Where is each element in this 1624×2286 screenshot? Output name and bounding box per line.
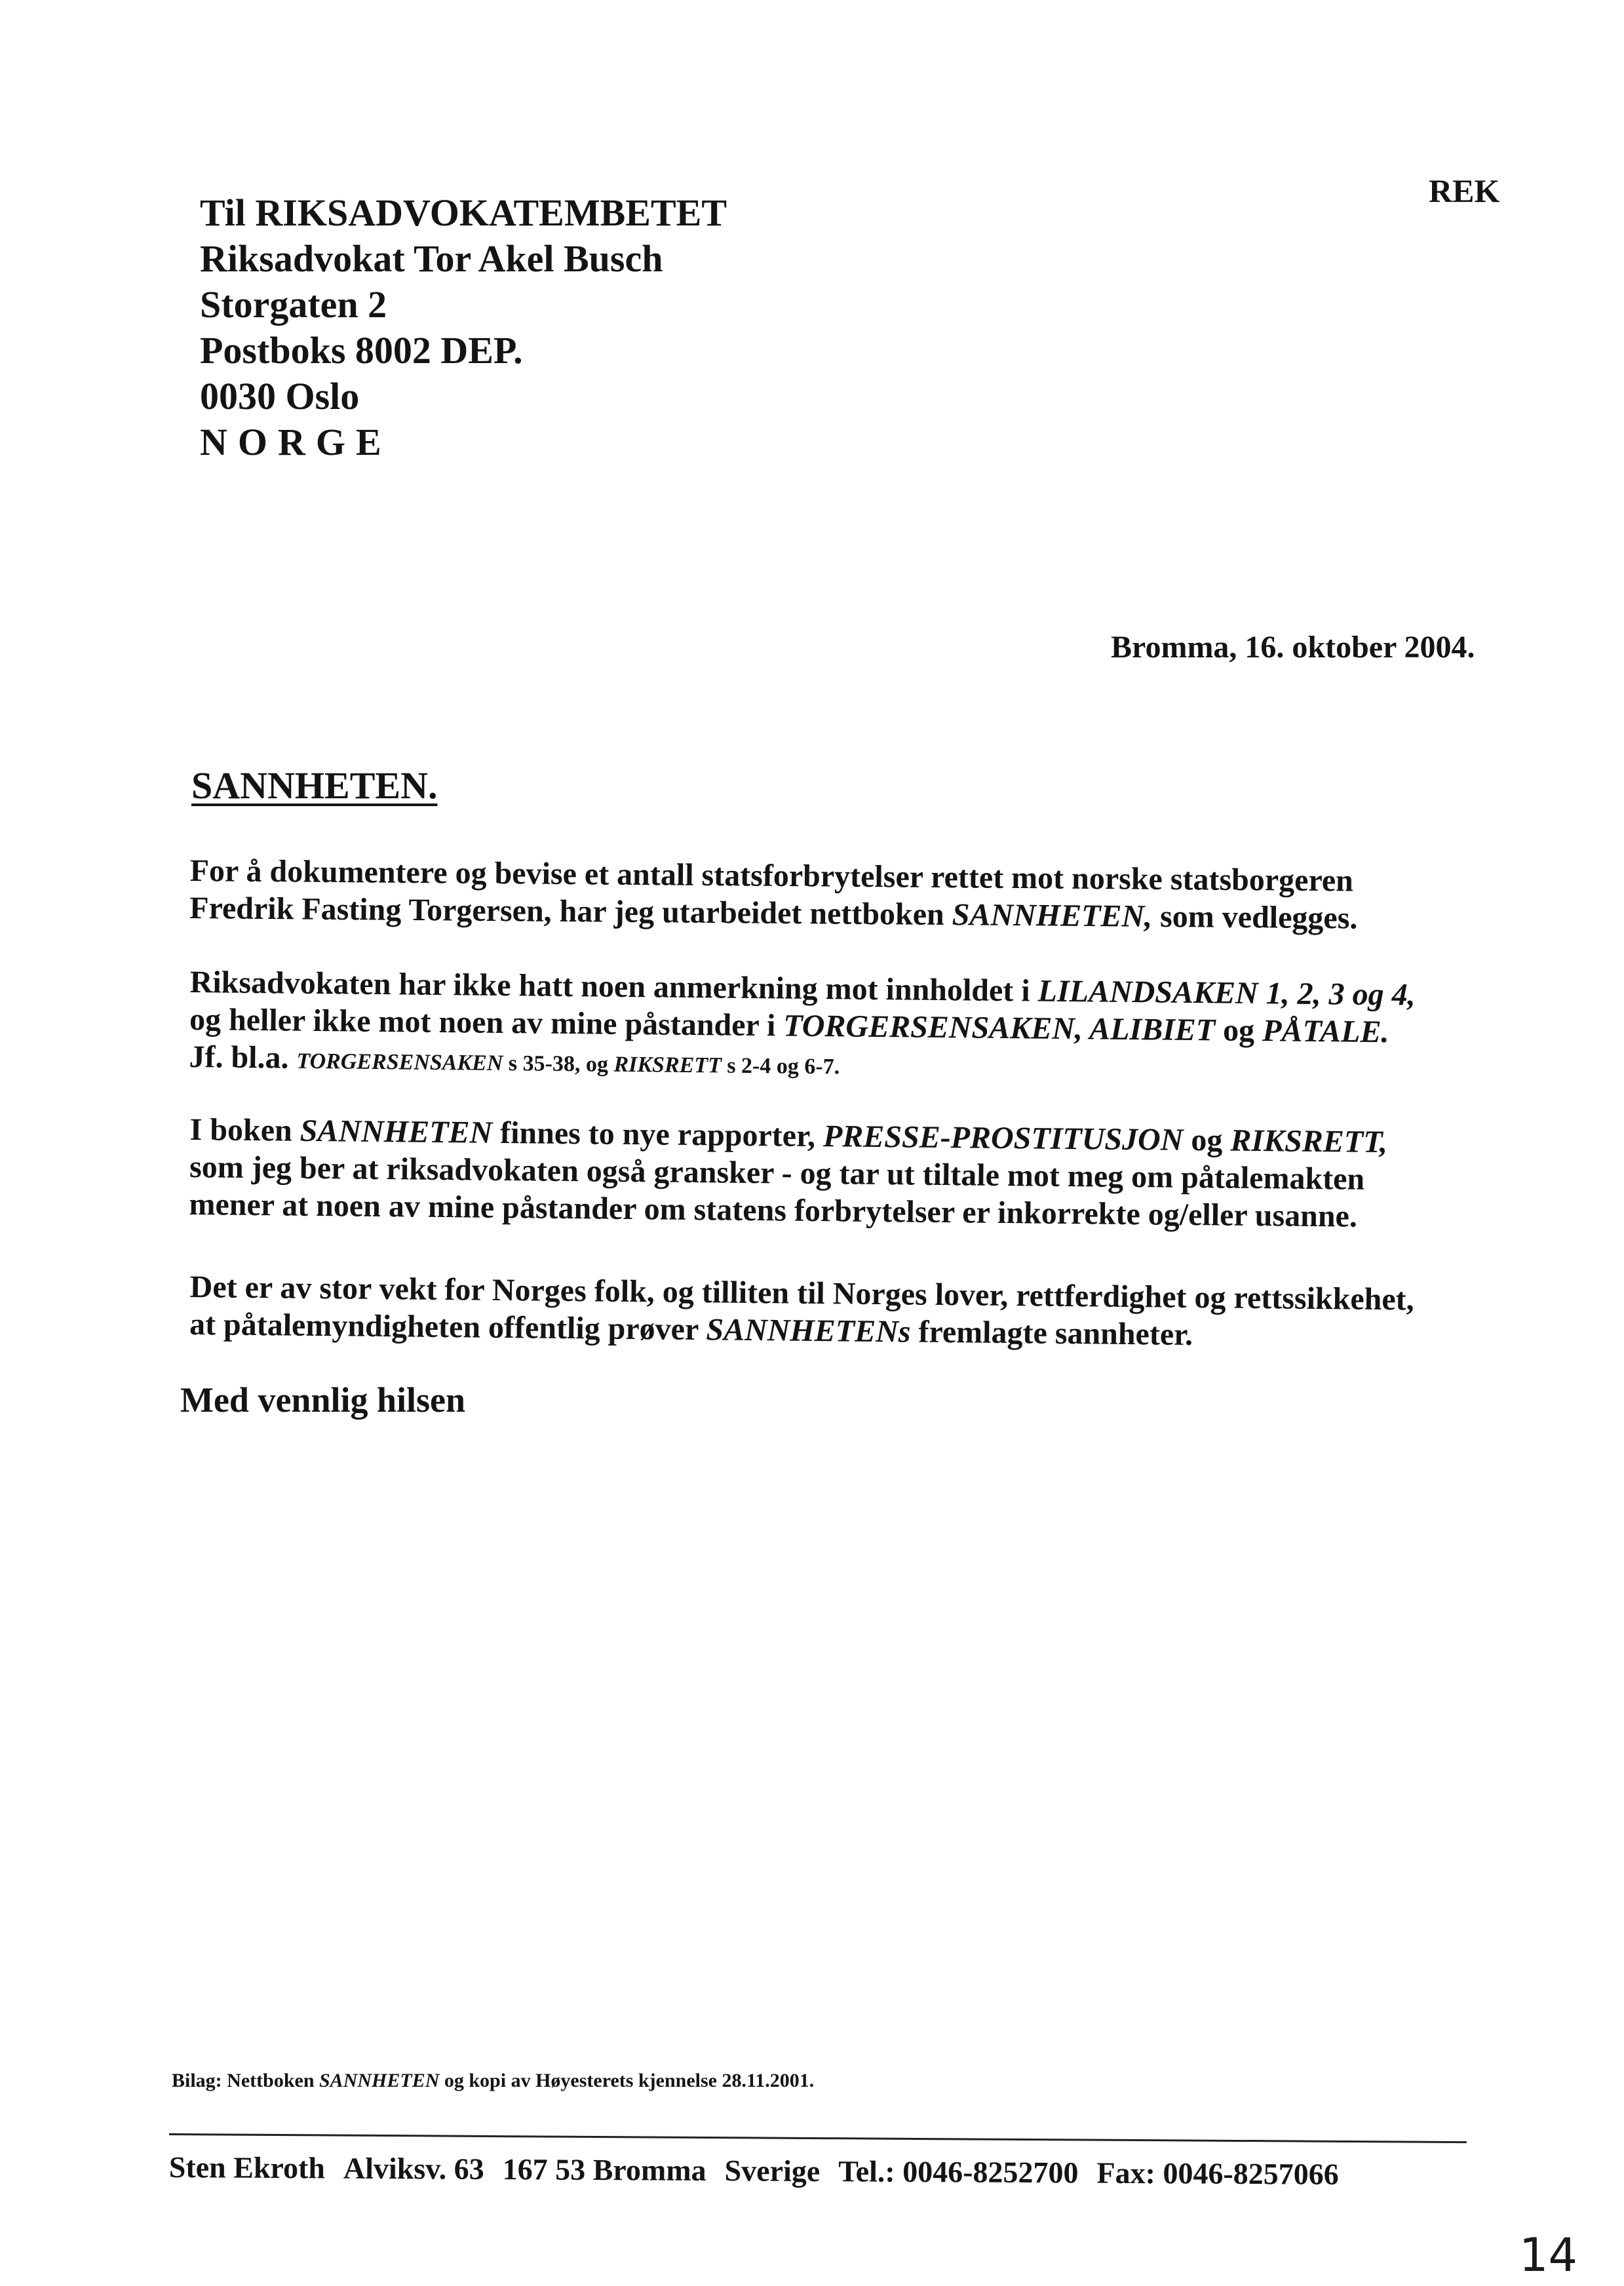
text-span: og heller ikke mot noen av mine påstander i bbox=[189, 1001, 784, 1043]
text-span: fremlagte sannheter. bbox=[910, 1314, 1193, 1353]
paragraph-3-line-3: mener at noen av mine påstander om statens forbrytelser er inkorrekte og/eller usanne. bbox=[189, 1186, 1358, 1234]
page-number: 14 bbox=[1519, 2228, 1578, 2282]
sender-footer bbox=[169, 2150, 1357, 2192]
italic-title: SANNHETENs bbox=[706, 1312, 911, 1349]
text-span: finnes to nye rapporter, bbox=[492, 1115, 824, 1154]
text-span: Bilag: Nettboken bbox=[172, 2070, 319, 2091]
text-span: og kopi av Høyesterets kjennelse 28.11.2001. bbox=[439, 2070, 815, 2091]
paragraph-1 bbox=[189, 852, 1358, 937]
sender-street: Alviksv. 63 bbox=[343, 2151, 484, 2186]
attachment-note bbox=[172, 2070, 814, 2092]
sender-fax: Fax: 0046-8257066 bbox=[1096, 2156, 1339, 2191]
rek-mark: REK bbox=[1429, 172, 1500, 209]
italic-title: RIKSRETT bbox=[613, 1052, 722, 1078]
text-span: Jf. bl.a. bbox=[189, 1039, 297, 1075]
italic-title: SANNHETEN bbox=[319, 2070, 440, 2091]
italic-title: TORGERSENSAKEN, ALIBIET bbox=[783, 1008, 1216, 1048]
text-span: og bbox=[1183, 1122, 1231, 1158]
sender-phone: Tel.: 0046-8252700 bbox=[838, 2154, 1079, 2190]
recipient-line-6: NORGE bbox=[200, 421, 392, 463]
paragraph-2 bbox=[189, 963, 1416, 1092]
recipient-line-1: Til RIKSADVOKATEMBETET bbox=[200, 191, 727, 234]
paragraph-1-line-1: For å dokumentere og bevise et antall statsforbrytelser rettet mot norske statsborgeren bbox=[189, 853, 1354, 899]
recipient-line-5: 0030 Oslo bbox=[200, 375, 360, 417]
closing-greeting: Med vennlig hilsen bbox=[180, 1380, 466, 1420]
sender-country: Sverige bbox=[724, 2154, 821, 2188]
sender-city: 167 53 Bromma bbox=[502, 2152, 706, 2188]
paragraph-4 bbox=[189, 1268, 1414, 1356]
footer-divider bbox=[169, 2133, 1467, 2143]
text-span: Riksadvokaten har ikke hatt noen anmerkning mot innholdet i bbox=[189, 964, 1038, 1009]
recipient-address bbox=[200, 190, 727, 465]
paragraph-3 bbox=[189, 1111, 1387, 1235]
paragraph-4-line-1: Det er av stor vekt for Norges folk, og tilliten til Norges lover, rettferdighet og rettssikkehet, bbox=[189, 1269, 1414, 1317]
recipient-line-4: Postboks 8002 DEP. bbox=[200, 329, 523, 372]
text-span: at påtalemyndigheten offentlig prøver bbox=[189, 1306, 706, 1347]
text-span: og bbox=[1214, 1013, 1263, 1049]
text-span: s 2-4 og 6-7. bbox=[721, 1053, 840, 1079]
letter-date: Bromma, 16. oktober 2004. bbox=[1111, 630, 1475, 665]
text-span: Fredrik Fasting Torgersen, har jeg utarbeidet nettboken bbox=[189, 890, 952, 933]
text-span: I boken bbox=[189, 1112, 301, 1148]
text-span: som vedlegges. bbox=[1151, 899, 1358, 936]
sender-name: Sten Ekroth bbox=[168, 2150, 326, 2185]
recipient-line-3: Storgaten 2 bbox=[200, 283, 387, 326]
italic-title: LILANDSAKEN 1, 2, 3 og 4, bbox=[1037, 973, 1416, 1013]
text-span: s 35-38, og bbox=[503, 1051, 614, 1077]
paragraph-3-line-2: som jeg ber at riksadvokaten også gransker - og tar ut tiltale mot meg om påtalemakten bbox=[189, 1149, 1365, 1197]
italic-title: PÅTALE. bbox=[1262, 1013, 1389, 1050]
italic-title: SANNHETEN, bbox=[952, 897, 1153, 934]
italic-title: SANNHETEN bbox=[300, 1113, 493, 1150]
italic-title: TORGERSENSAKEN bbox=[296, 1049, 503, 1076]
italic-title: PRESSE-PROSTITUSJON bbox=[822, 1119, 1184, 1157]
letter-heading: SANNHETEN. bbox=[191, 764, 438, 807]
italic-title: RIKSRETT, bbox=[1230, 1123, 1388, 1160]
recipient-line-2: Riksadvokat Tor Akel Busch bbox=[200, 237, 663, 280]
